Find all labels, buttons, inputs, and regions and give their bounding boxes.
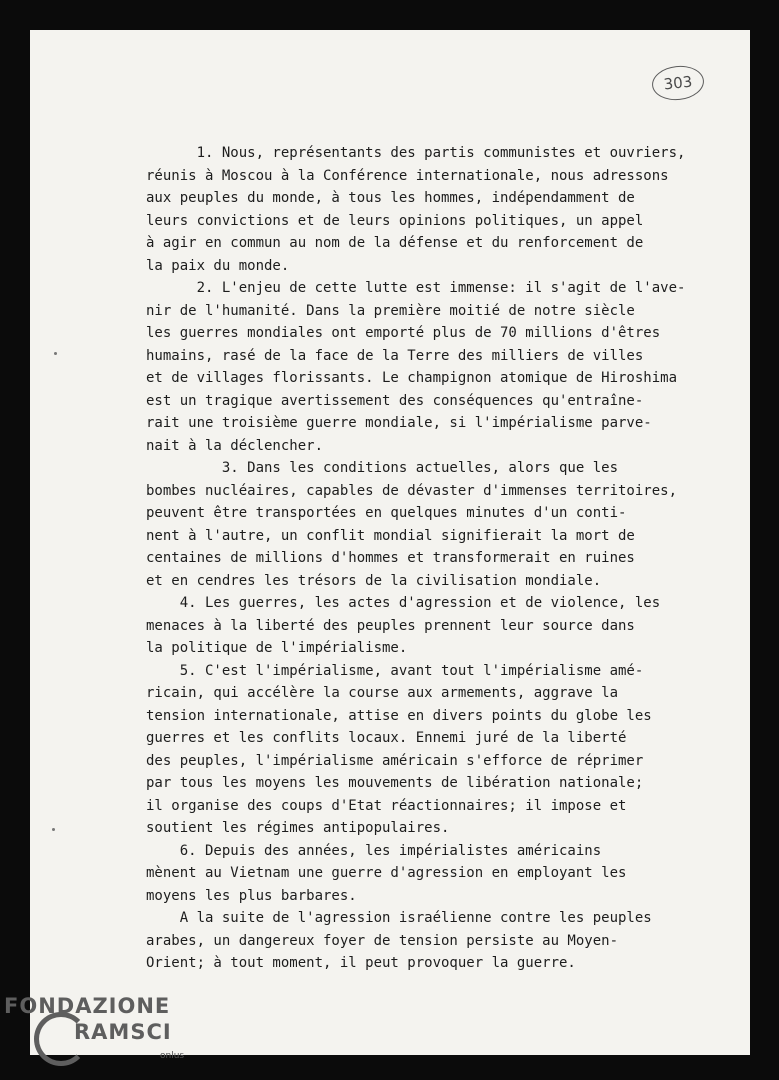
text-line: mènent au Vietnam une guerre d'agression en employant les bbox=[146, 865, 627, 881]
text-line: 1. Nous, représentants des partis communistes et ouvriers, bbox=[146, 145, 686, 161]
watermark-line-3: onlus bbox=[160, 1051, 185, 1061]
text-line: Orient; à tout moment, il peut provoquer la guerre. bbox=[146, 955, 576, 971]
text-line: 5. C'est l'impérialisme, avant tout l'impérialisme amé- bbox=[146, 662, 644, 679]
text-line: A la suite de l'agression israélienne contre les peuples bbox=[146, 910, 652, 926]
text-line: à agir en commun au nom de la défense et du renforcement de bbox=[146, 235, 644, 251]
text-line: est un tragique avertissement des conséquences qu'entraîne- bbox=[146, 392, 644, 409]
text-line: humains, rasé de la face de la Terre des milliers de villes bbox=[146, 347, 644, 364]
text-line: 2. L'enjeu de cette lutte est immense: il s'agit de l'ave- bbox=[146, 280, 686, 296]
text-line: soutient les régimes antipopulaires. bbox=[146, 820, 450, 836]
text-line: centaines de millions d'hommes et transformerait en ruines bbox=[146, 550, 635, 566]
text-line: ricain, qui accélère la course aux armements, aggrave la bbox=[146, 685, 619, 701]
text-line: et en cendres les trésors de la civilisation mondiale. bbox=[146, 572, 602, 589]
text-line: 4. Les guerres, les actes d'agression et de violence, les bbox=[146, 595, 661, 611]
text-line: rait une troisième guerre mondiale, si l'impérialisme parve- bbox=[146, 415, 652, 431]
text-line: nait à la déclencher. bbox=[146, 437, 324, 454]
watermark-logo bbox=[0, 994, 200, 1080]
text-line: 6. Depuis des années, les impérialistes américains bbox=[146, 842, 602, 859]
text-line: il organise des coups d'Etat réactionnaires; il impose et bbox=[146, 797, 627, 814]
text-line: nent à l'autre, un conflit mondial signifierait la mort de bbox=[146, 527, 635, 544]
text-line: des peuples, l'impérialisme américain s'efforce de réprimer bbox=[146, 752, 644, 769]
watermark-line-1: FONDAZIONE bbox=[4, 994, 171, 1018]
text-line: et de villages florissants. Le champignon atomique de Hiroshima bbox=[146, 370, 678, 386]
text-line: bombes nucléaires, capables de dévaster d'immenses territoires, bbox=[146, 482, 678, 499]
scan-speck bbox=[54, 352, 57, 355]
text-line: réunis à Moscou à la Conférence internationale, nous adressons bbox=[146, 167, 669, 184]
document-body bbox=[146, 142, 726, 975]
text-line: les guerres mondiales ont emporté plus de 70 millions d'êtres bbox=[146, 325, 661, 341]
text-line: menaces à la liberté des peuples prennent leur source dans bbox=[146, 617, 635, 634]
scan-speck bbox=[52, 828, 55, 831]
text-line: la paix du monde. bbox=[146, 257, 290, 274]
watermark-line-2: RAMSCI bbox=[74, 1020, 172, 1044]
text-line: par tous les moyens les mouvements de libération nationale; bbox=[146, 775, 644, 791]
text-line: arabes, un dangereux foyer de tension persiste au Moyen- bbox=[146, 932, 619, 949]
text-line: tension internationale, attise en divers points du globe les bbox=[146, 707, 652, 724]
text-line: moyens les plus barbares. bbox=[146, 887, 357, 904]
text-line: 3. Dans les conditions actuelles, alors que les bbox=[146, 460, 619, 476]
page-number: 303 bbox=[650, 63, 705, 102]
text-line: aux peuples du monde, à tous les hommes, indépendamment de bbox=[146, 190, 635, 206]
text-line: guerres et les conflits locaux. Ennemi juré de la liberté bbox=[146, 730, 627, 746]
document-page bbox=[30, 30, 750, 1055]
text-line: leurs convictions et de leurs opinions politiques, un appel bbox=[146, 212, 644, 229]
text-line: peuvent être transportées en quelques minutes d'un conti- bbox=[146, 505, 627, 521]
text-line: nir de l'humanité. Dans la première moitié de notre siècle bbox=[146, 302, 635, 319]
text-line: la politique de l'impérialisme. bbox=[146, 640, 408, 656]
